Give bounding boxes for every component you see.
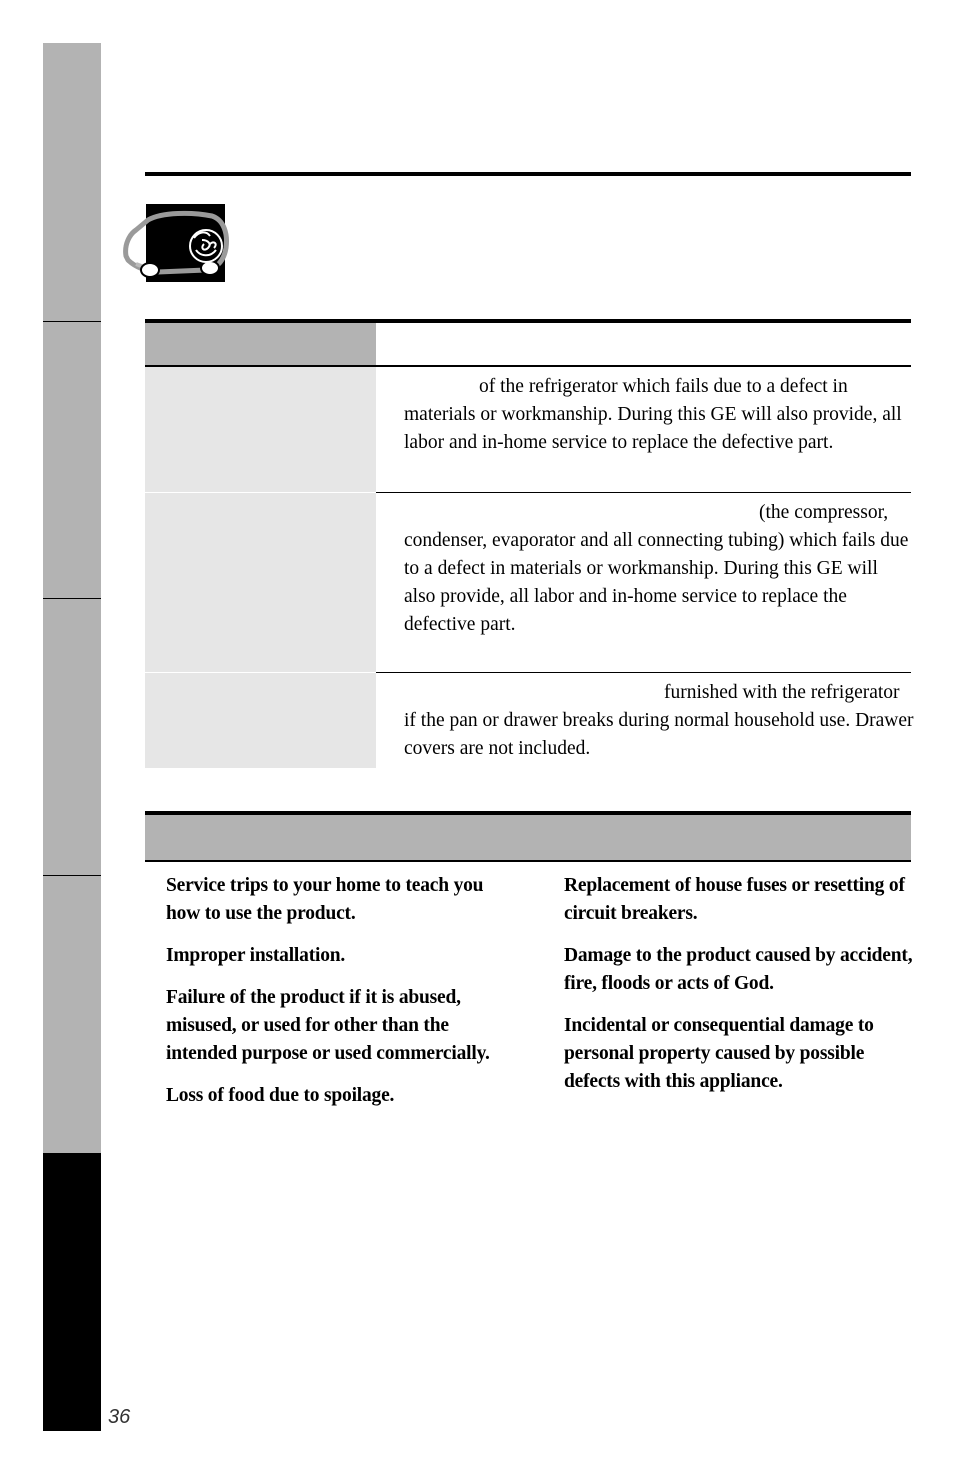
ge-service-truck-logo-icon bbox=[146, 204, 225, 282]
coverage-row-label-cell bbox=[145, 673, 376, 768]
exclusion-item: Replacement of house fuses or resetting of circuit breakers. bbox=[564, 875, 905, 924]
exclusion-item: Damage to the product caused by accident, fire, floods or acts of God. bbox=[564, 945, 913, 994]
row-divider bbox=[376, 672, 911, 673]
exclusions-header-band bbox=[145, 815, 911, 861]
row-divider bbox=[376, 492, 911, 493]
exclusions-left-column bbox=[166, 872, 496, 1124]
coverage-row-text: (the compressor, condenser, evaporator and all connecting tubing) which fails due to a defect in materials or workmanship. During this GE will also provide, all labor and in-home service to replace the defective part. bbox=[404, 502, 909, 635]
coverage-row-label-cell bbox=[145, 367, 376, 492]
exclusion-item: Improper installation. bbox=[166, 945, 346, 966]
exclusions-right-column bbox=[564, 872, 914, 1110]
sidebar-tab-3 bbox=[43, 599, 101, 875]
truck-drawing bbox=[122, 204, 232, 284]
table-header-cell bbox=[145, 323, 376, 365]
exclusion-item: Loss of food due to spoilage. bbox=[166, 1085, 395, 1106]
sidebar-tab-1 bbox=[43, 43, 101, 321]
coverage-row-text: furnished with the refrigerator if the pan or drawer breaks during normal household use. Drawer covers are not included. bbox=[404, 682, 914, 759]
sidebar-tab-active bbox=[43, 1153, 101, 1431]
exclusion-item: Incidental or consequential damage to personal property caused by possible defects with this appliance. bbox=[564, 1015, 874, 1092]
page-number: 36 bbox=[108, 1406, 131, 1428]
top-rule bbox=[145, 172, 911, 176]
exclusion-item: Failure of the product if it is abused, misused, or used for other than the intended purpose or used commercially. bbox=[166, 987, 490, 1064]
coverage-row-label-cell bbox=[145, 493, 376, 672]
exclusion-item: Service trips to your home to teach you how to use the product. bbox=[166, 875, 484, 924]
sidebar-tab-2 bbox=[43, 322, 101, 598]
exclusions-header-rule bbox=[145, 860, 911, 862]
coverage-row-text: of the refrigerator which fails due to a defect in materials or workmanship. During this GE will also provide, all labor and in-home service to replace the defective part. bbox=[404, 376, 902, 453]
sidebar-tab-4 bbox=[43, 876, 101, 1153]
